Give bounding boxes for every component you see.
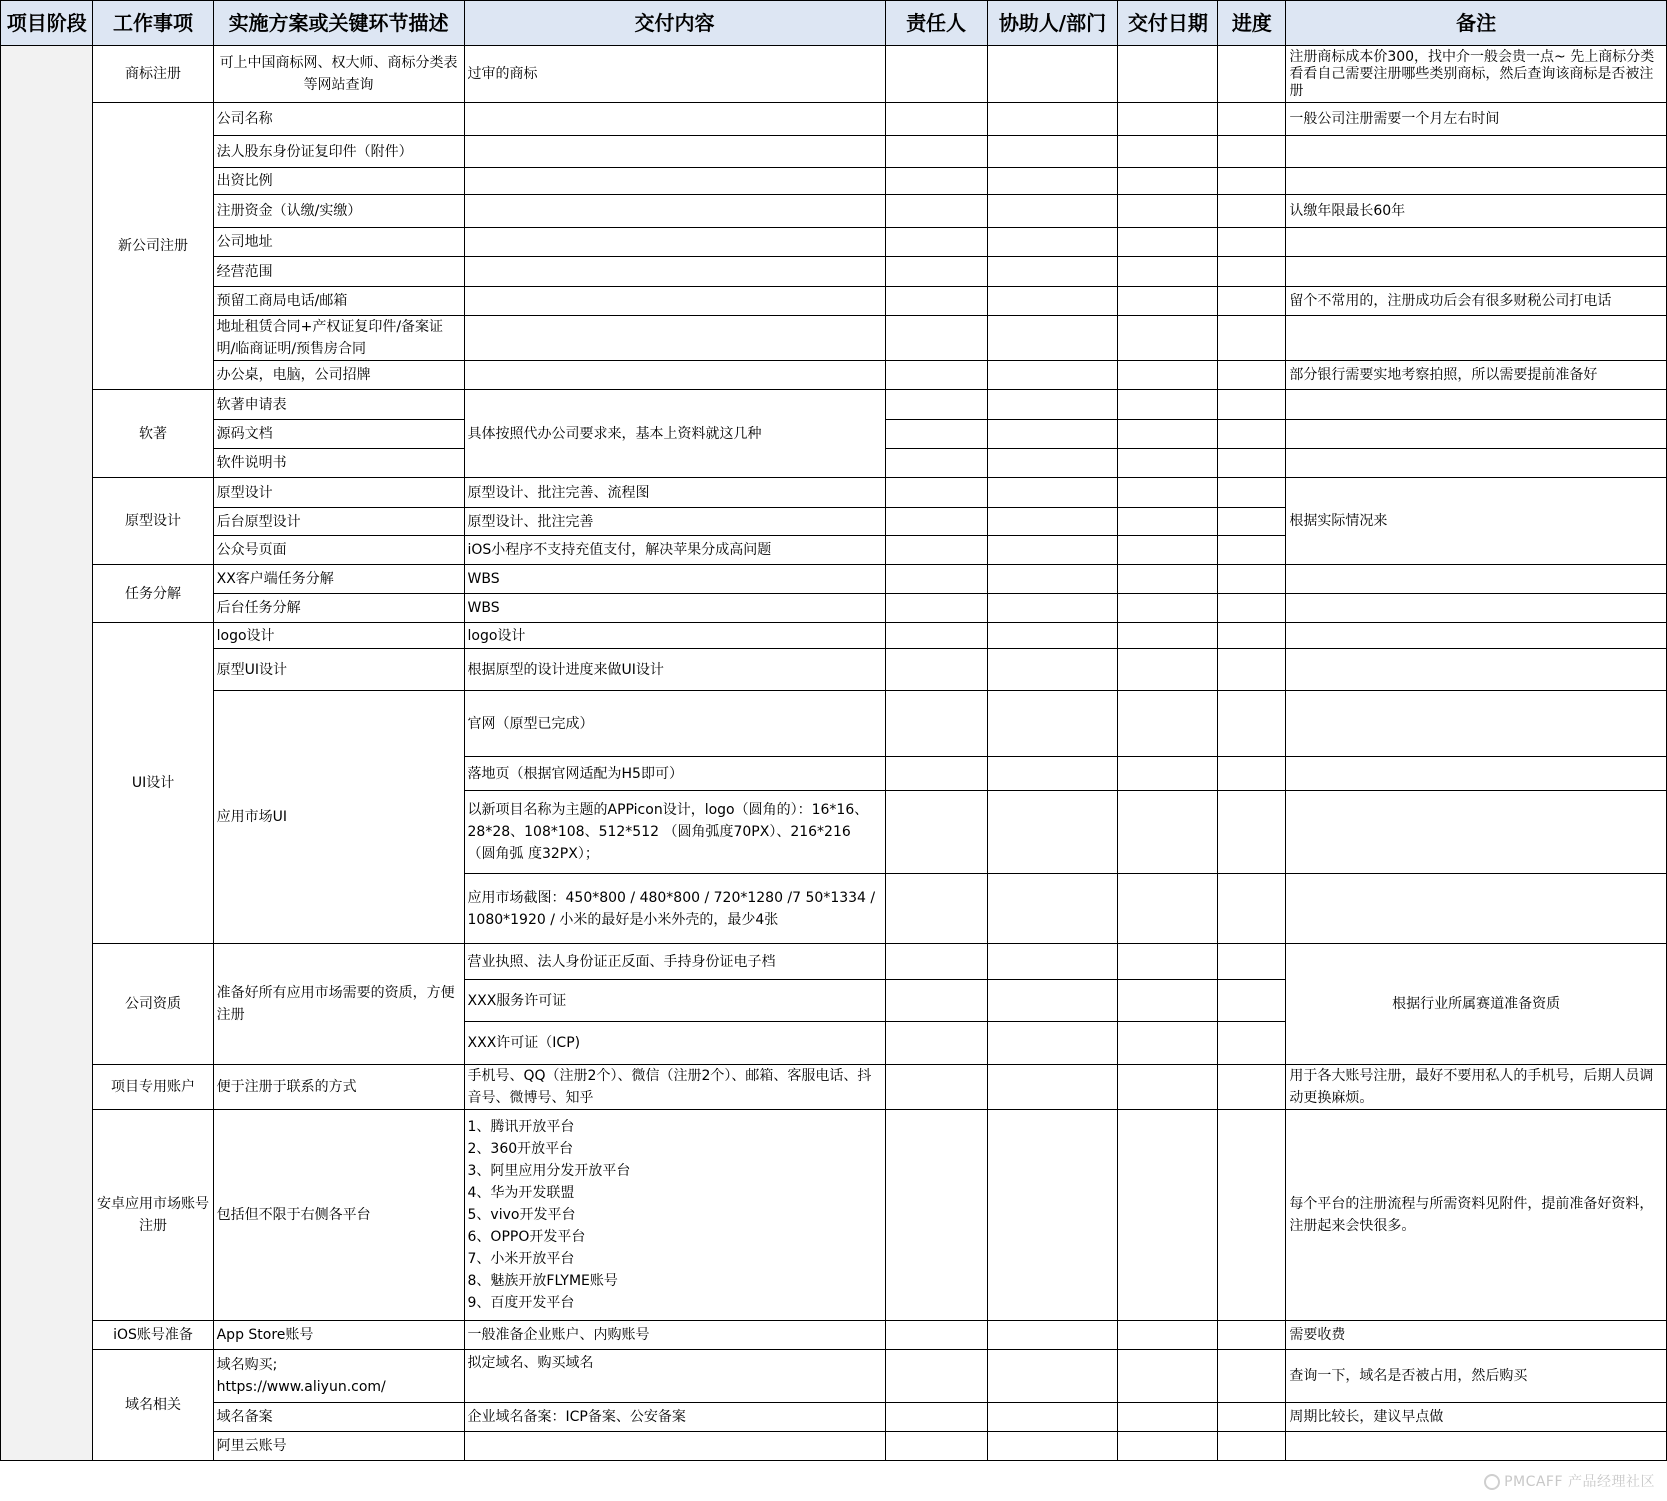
table-row — [1, 1350, 1667, 1403]
progress-cell[interactable] — [1218, 420, 1286, 449]
table-row — [1, 1065, 1667, 1110]
date-cell[interactable] — [1118, 536, 1218, 565]
table-row — [1, 168, 1667, 195]
assistant-cell[interactable] — [987, 257, 1118, 287]
desc-cell[interactable]: 注册资金（认缴/实缴） — [213, 195, 464, 228]
deliverable-cell[interactable]: 一般准备企业账户、内购账号 — [464, 1321, 885, 1350]
domain-link[interactable]: https://www.aliyun.com/ — [216, 1379, 386, 1395]
watermark-text: PMCAFF 产品经理社区 — [1504, 1474, 1655, 1490]
progress-cell[interactable] — [1218, 623, 1286, 649]
progress-cell[interactable] — [1218, 874, 1286, 944]
deliverable-cell[interactable]: logo设计 — [464, 623, 885, 649]
assistant-cell[interactable] — [987, 691, 1118, 757]
table-row — [1, 594, 1667, 623]
owner-cell[interactable] — [885, 791, 987, 874]
note-cell[interactable] — [1286, 449, 1667, 478]
note-cell[interactable] — [1286, 649, 1667, 691]
desc-cell[interactable]: XX客户端任务分解 — [213, 565, 464, 594]
table-row — [1, 1432, 1667, 1461]
assistant-cell[interactable] — [987, 874, 1118, 944]
date-cell[interactable] — [1118, 980, 1218, 1022]
progress-cell[interactable] — [1218, 980, 1286, 1022]
table-row — [1, 316, 1667, 361]
desc-cell[interactable]: 原型设计 — [213, 478, 464, 508]
deliverable-cell[interactable] — [464, 1432, 885, 1461]
deliverable-cell[interactable] — [464, 1110, 885, 1321]
note-cell[interactable] — [1286, 791, 1667, 874]
item-cell[interactable]: iOS账号准备 — [93, 1321, 213, 1350]
note-cell[interactable] — [1286, 594, 1667, 623]
desc-cell[interactable]: 地址租赁合同+产权证复印件/备案证明/临商证明/预售房合同 — [213, 316, 464, 361]
deliverable-cell[interactable]: 企业域名备案：ICP备案、公安备案 — [464, 1403, 885, 1432]
date-cell[interactable] — [1118, 623, 1218, 649]
owner-cell[interactable] — [885, 623, 987, 649]
desc-cell[interactable]: 可上中国商标网、权大师、商标分类表等网站查询 — [213, 46, 464, 103]
date-cell[interactable] — [1118, 287, 1218, 316]
owner-cell[interactable] — [885, 980, 987, 1022]
owner-cell[interactable] — [885, 874, 987, 944]
desc-cell[interactable]: 公司地址 — [213, 228, 464, 257]
note-cell[interactable] — [1286, 874, 1667, 944]
owner-cell[interactable] — [885, 1432, 987, 1461]
date-cell[interactable] — [1118, 594, 1218, 623]
owner-cell[interactable] — [885, 1022, 987, 1065]
deliverable-cell[interactable]: XXX许可证（ICP) — [464, 1022, 885, 1065]
desc-cell[interactable]: 域名备案 — [213, 1403, 464, 1432]
platform-item: 8、魅族开放FLYME账号 — [467, 1273, 618, 1289]
date-cell[interactable] — [1118, 1432, 1218, 1461]
desc-cell[interactable]: 应用市场UI — [213, 691, 464, 944]
table-row — [1, 361, 1667, 390]
assistant-cell[interactable] — [987, 1432, 1118, 1461]
progress-cell[interactable] — [1218, 103, 1286, 136]
header-date[interactable]: 交付日期 — [1118, 1, 1218, 46]
date-cell[interactable] — [1118, 508, 1218, 536]
owner-cell[interactable] — [885, 1321, 987, 1350]
platform-item: 3、阿里应用分发开放平台 — [467, 1163, 631, 1179]
owner-cell[interactable] — [885, 287, 987, 316]
desc-cell[interactable]: 公司名称 — [213, 103, 464, 136]
deliverable-cell[interactable] — [464, 136, 885, 168]
table-row — [1, 478, 1667, 508]
progress-cell[interactable] — [1218, 316, 1286, 361]
assistant-cell[interactable] — [987, 508, 1118, 536]
owner-cell[interactable] — [885, 508, 987, 536]
progress-cell[interactable] — [1218, 136, 1286, 168]
date-cell[interactable] — [1118, 168, 1218, 195]
item-cell[interactable]: 原型设计 — [93, 478, 213, 565]
assistant-cell[interactable] — [987, 536, 1118, 565]
platform-item: 4、华为开发联盟 — [467, 1185, 575, 1201]
platform-item: 2、360开放平台 — [467, 1141, 574, 1157]
deliverable-cell[interactable] — [464, 287, 885, 316]
header-deliverable[interactable]: 交付内容 — [464, 1, 885, 46]
assistant-cell[interactable] — [987, 287, 1118, 316]
item-cell[interactable]: 任务分解 — [93, 565, 213, 623]
date-cell[interactable] — [1118, 1110, 1218, 1321]
progress-cell[interactable] — [1218, 565, 1286, 594]
date-cell[interactable] — [1118, 757, 1218, 791]
header-assistant[interactable]: 协助人/部门 — [987, 1, 1118, 46]
owner-cell[interactable] — [885, 1065, 987, 1110]
assistant-cell[interactable] — [987, 228, 1118, 257]
date-cell[interactable] — [1118, 478, 1218, 508]
progress-cell[interactable] — [1218, 168, 1286, 195]
assistant-cell[interactable] — [987, 757, 1118, 791]
owner-cell[interactable] — [885, 103, 987, 136]
note-cell[interactable] — [1286, 316, 1667, 361]
progress-cell[interactable] — [1218, 536, 1286, 565]
assistant-cell[interactable] — [987, 316, 1118, 361]
note-cell[interactable]: 部分银行需要实地考察拍照，所以需要提前准备好 — [1286, 361, 1667, 390]
owner-cell[interactable] — [885, 46, 987, 103]
deliverable-cell[interactable] — [464, 168, 885, 195]
owner-cell[interactable] — [885, 420, 987, 449]
date-cell[interactable] — [1118, 565, 1218, 594]
pmcaff-logo-icon — [1484, 1474, 1500, 1490]
desc-cell[interactable]: 后台任务分解 — [213, 594, 464, 623]
assistant-cell[interactable] — [987, 136, 1118, 168]
progress-cell[interactable] — [1218, 195, 1286, 228]
platform-item: 5、vivo开发平台 — [467, 1207, 576, 1223]
assistant-cell[interactable] — [987, 944, 1118, 980]
note-cell[interactable] — [1286, 757, 1667, 791]
note-cell[interactable] — [1286, 228, 1667, 257]
deliverable-cell[interactable]: 落地页（根据官网适配为H5即可） — [464, 757, 885, 791]
desc-cell[interactable]: 阿里云账号 — [213, 1432, 464, 1461]
assistant-cell[interactable] — [987, 1065, 1118, 1110]
note-cell[interactable]: 每个平台的注册流程与所需资料见附件，提前准备好资料，注册起来会快很多。 — [1286, 1110, 1667, 1321]
desc-cell[interactable]: logo设计 — [213, 623, 464, 649]
item-cell[interactable]: 新公司注册 — [93, 103, 213, 390]
desc-cell[interactable]: 软件说明书 — [213, 449, 464, 478]
date-cell[interactable] — [1118, 1350, 1218, 1403]
item-cell[interactable]: UI设计 — [93, 623, 213, 944]
desc-cell[interactable]: 原型UI设计 — [213, 649, 464, 691]
owner-cell[interactable] — [885, 944, 987, 980]
deliverable-cell[interactable]: XXX服务许可证 — [464, 980, 885, 1022]
deliverable-cell[interactable]: 拟定域名、购买域名 — [464, 1350, 885, 1403]
table-row — [1, 136, 1667, 168]
progress-cell[interactable] — [1218, 1110, 1286, 1321]
note-cell[interactable] — [1286, 257, 1667, 287]
owner-cell[interactable] — [885, 691, 987, 757]
deliverable-cell[interactable]: 原型设计、批注完善、流程图 — [464, 478, 885, 508]
assistant-cell[interactable] — [987, 195, 1118, 228]
desc-cell[interactable]: 后台原型设计 — [213, 508, 464, 536]
desc-cell[interactable]: 源码文档 — [213, 420, 464, 449]
table-row — [1, 390, 1667, 420]
note-cell[interactable]: 需要收费 — [1286, 1321, 1667, 1350]
progress-cell[interactable] — [1218, 228, 1286, 257]
progress-cell[interactable] — [1218, 791, 1286, 874]
progress-cell[interactable] — [1218, 1350, 1286, 1403]
assistant-cell[interactable] — [987, 791, 1118, 874]
header-item[interactable]: 工作事项 — [93, 1, 213, 46]
table-row — [1, 944, 1667, 980]
date-cell[interactable] — [1118, 691, 1218, 757]
progress-cell[interactable] — [1218, 594, 1286, 623]
note-cell[interactable]: 用于各大账号注册，最好不要用私人的手机号，后期人员调动更换麻烦。 — [1286, 1065, 1667, 1110]
deliverable-cell[interactable]: 具体按照代办公司要求来，基本上资料就这几种 — [464, 390, 885, 478]
date-cell[interactable] — [1118, 449, 1218, 478]
table-row — [1, 691, 1667, 757]
table-row — [1, 1321, 1667, 1350]
assistant-cell[interactable] — [987, 1403, 1118, 1432]
desc-cell[interactable]: 法人股东身份证复印件（附件） — [213, 136, 464, 168]
item-cell[interactable]: 公司资质 — [93, 944, 213, 1065]
watermark — [1484, 1471, 1655, 1491]
deliverable-cell[interactable]: WBS — [464, 594, 885, 623]
header-description[interactable]: 实施方案或关键环节描述 — [213, 1, 464, 46]
assistant-cell[interactable] — [987, 1350, 1118, 1403]
date-cell[interactable] — [1118, 1403, 1218, 1432]
table-row — [1, 195, 1667, 228]
table-row — [1, 649, 1667, 691]
deliverable-cell[interactable]: iOS小程序不支持充值支付，解决苹果分成高问题 — [464, 536, 885, 565]
owner-cell[interactable] — [885, 594, 987, 623]
progress-cell[interactable] — [1218, 46, 1286, 103]
assistant-cell[interactable] — [987, 623, 1118, 649]
note-cell[interactable]: 认缴年限最长60年 — [1286, 195, 1667, 228]
desc-cell[interactable]: 办公桌，电脑，公司招牌 — [213, 361, 464, 390]
progress-cell[interactable] — [1218, 757, 1286, 791]
table-row — [1, 1110, 1667, 1321]
assistant-cell[interactable] — [987, 478, 1118, 508]
progress-cell[interactable] — [1218, 361, 1286, 390]
date-cell[interactable] — [1118, 361, 1218, 390]
date-cell[interactable] — [1118, 874, 1218, 944]
owner-cell[interactable] — [885, 649, 987, 691]
header-owner[interactable]: 责任人 — [885, 1, 987, 46]
date-cell[interactable] — [1118, 136, 1218, 168]
date-cell[interactable] — [1118, 195, 1218, 228]
owner-cell[interactable] — [885, 361, 987, 390]
assistant-cell[interactable] — [987, 103, 1118, 136]
owner-cell[interactable] — [885, 1110, 987, 1321]
item-cell[interactable]: 域名相关 — [93, 1350, 213, 1461]
date-cell[interactable] — [1118, 390, 1218, 420]
deliverable-cell[interactable]: 原型设计、批注完善 — [464, 508, 885, 536]
item-cell[interactable]: 软著 — [93, 390, 213, 478]
deliverable-cell[interactable]: 以新项目名称为主题的APPicon设计，logo（圆角的）：16*16、28*28、108*108、512*512 （圆角弧度70PX）、216*216 （圆角弧 度32PX）； — [464, 791, 885, 874]
deliverable-cell[interactable] — [464, 228, 885, 257]
header-stage[interactable]: 项目阶段 — [1, 1, 93, 46]
deliverable-cell[interactable]: 根据原型的设计进度来做UI设计 — [464, 649, 885, 691]
owner-cell[interactable] — [885, 1403, 987, 1432]
note-cell[interactable]: 一般公司注册需要一个月左右时间 — [1286, 103, 1667, 136]
header-row — [1, 1, 1667, 46]
assistant-cell[interactable] — [987, 649, 1118, 691]
note-cell[interactable]: 留个不常用的，注册成功后会有很多财税公司打电话 — [1286, 287, 1667, 316]
progress-cell[interactable] — [1218, 1432, 1286, 1461]
desc-cell[interactable]: 软著申请表 — [213, 390, 464, 420]
header-notes[interactable]: 备注 — [1286, 1, 1667, 46]
note-cell[interactable] — [1286, 390, 1667, 420]
owner-cell[interactable] — [885, 195, 987, 228]
owner-cell[interactable] — [885, 536, 987, 565]
progress-cell[interactable] — [1218, 257, 1286, 287]
progress-cell[interactable] — [1218, 508, 1286, 536]
desc-cell[interactable]: 便于注册于联系的方式 — [213, 1065, 464, 1110]
note-cell[interactable] — [1286, 565, 1667, 594]
date-cell[interactable] — [1118, 103, 1218, 136]
progress-cell[interactable] — [1218, 691, 1286, 757]
table-row — [1, 103, 1667, 136]
assistant-cell[interactable] — [987, 1022, 1118, 1065]
owner-cell[interactable] — [885, 168, 987, 195]
owner-cell[interactable] — [885, 390, 987, 420]
progress-cell[interactable] — [1218, 390, 1286, 420]
assistant-cell[interactable] — [987, 168, 1118, 195]
date-cell[interactable] — [1118, 228, 1218, 257]
desc-cell[interactable]: 包括但不限于右侧各平台 — [213, 1110, 464, 1321]
deliverable-cell[interactable] — [464, 361, 885, 390]
platform-item: 6、OPPO开发平台 — [467, 1229, 586, 1245]
platform-item: 1、腾讯开放平台 — [467, 1119, 575, 1135]
deliverable-cell[interactable] — [464, 103, 885, 136]
deliverable-cell[interactable]: 过审的商标 — [464, 46, 885, 103]
table-row — [1, 623, 1667, 649]
note-cell[interactable]: 注册商标成本价300，找中介一般会贵一点~ 先上商标分类看看自己需要注册哪些类别商标，然后查询该商标是否被注册 — [1286, 46, 1667, 103]
desc-cell[interactable] — [213, 1350, 464, 1403]
table-row — [1, 257, 1667, 287]
note-cell[interactable] — [1286, 691, 1667, 757]
header-progress[interactable]: 进度 — [1218, 1, 1286, 46]
table-row — [1, 46, 1667, 103]
progress-cell[interactable] — [1218, 649, 1286, 691]
table-row — [1, 287, 1667, 316]
owner-cell[interactable] — [885, 478, 987, 508]
assistant-cell[interactable] — [987, 1110, 1118, 1321]
item-cell[interactable]: 安卓应用市场账号注册 — [93, 1110, 213, 1321]
note-cell[interactable] — [1286, 1432, 1667, 1461]
assistant-cell[interactable] — [987, 46, 1118, 103]
assistant-cell[interactable] — [987, 1321, 1118, 1350]
owner-cell[interactable] — [885, 228, 987, 257]
date-cell[interactable] — [1118, 791, 1218, 874]
desc-line: 域名购买; — [216, 1357, 278, 1373]
assistant-cell[interactable] — [987, 420, 1118, 449]
table-row — [1, 228, 1667, 257]
date-cell[interactable] — [1118, 46, 1218, 103]
date-cell[interactable] — [1118, 1065, 1218, 1110]
desc-cell[interactable]: 经营范围 — [213, 257, 464, 287]
owner-cell[interactable] — [885, 316, 987, 361]
note-cell[interactable] — [1286, 136, 1667, 168]
progress-cell[interactable] — [1218, 1321, 1286, 1350]
owner-cell[interactable] — [885, 1350, 987, 1403]
note-cell[interactable]: 根据实际情况来 — [1286, 478, 1667, 565]
deliverable-cell[interactable] — [464, 316, 885, 361]
date-cell[interactable] — [1118, 257, 1218, 287]
assistant-cell[interactable] — [987, 980, 1118, 1022]
note-cell[interactable] — [1286, 623, 1667, 649]
deliverable-cell[interactable]: 营业执照、法人身份证正反面、手持身份证电子档 — [464, 944, 885, 980]
progress-cell[interactable] — [1218, 1022, 1286, 1065]
assistant-cell[interactable] — [987, 361, 1118, 390]
note-cell[interactable]: 根据行业所属赛道准备资质 — [1286, 944, 1667, 1065]
owner-cell[interactable] — [885, 449, 987, 478]
owner-cell[interactable] — [885, 565, 987, 594]
progress-cell[interactable] — [1218, 287, 1286, 316]
assistant-cell[interactable] — [987, 594, 1118, 623]
table-row — [1, 1403, 1667, 1432]
date-cell[interactable] — [1118, 316, 1218, 361]
item-cell[interactable]: 商标注册 — [93, 46, 213, 103]
platform-item: 7、小米开放平台 — [467, 1251, 575, 1267]
owner-cell[interactable] — [885, 136, 987, 168]
deliverable-cell[interactable] — [464, 195, 885, 228]
deliverable-cell[interactable] — [464, 257, 885, 287]
deliverable-cell[interactable]: 官网（原型已完成） — [464, 691, 885, 757]
note-cell[interactable] — [1286, 168, 1667, 195]
item-cell[interactable]: 项目专用账户 — [93, 1065, 213, 1110]
note-cell[interactable] — [1286, 420, 1667, 449]
progress-cell[interactable] — [1218, 478, 1286, 508]
deliverable-cell[interactable]: 应用市场截图：450*800 / 480*800 / 720*1280 /7 50*1334 / 1080*1920 / 小米的最好是小米外壳的，最少4张 — [464, 874, 885, 944]
note-cell[interactable]: 周期比较长，建议早点做 — [1286, 1403, 1667, 1432]
progress-cell[interactable] — [1218, 1065, 1286, 1110]
progress-cell[interactable] — [1218, 944, 1286, 980]
owner-cell[interactable] — [885, 257, 987, 287]
desc-cell[interactable]: 准备好所有应用市场需要的资质，方便注册 — [213, 944, 464, 1065]
deliverable-cell[interactable]: WBS — [464, 565, 885, 594]
table-row — [1, 565, 1667, 594]
date-cell[interactable] — [1118, 649, 1218, 691]
assistant-cell[interactable] — [987, 449, 1118, 478]
desc-cell[interactable]: 公众号页面 — [213, 536, 464, 565]
date-cell[interactable] — [1118, 1321, 1218, 1350]
date-cell[interactable] — [1118, 1022, 1218, 1065]
deliverable-cell[interactable]: 手机号、QQ（注册2个）、微信（注册2个）、邮箱、客服电话、抖音号、微博号、知乎 — [464, 1065, 885, 1110]
assistant-cell[interactable] — [987, 390, 1118, 420]
progress-cell[interactable] — [1218, 1403, 1286, 1432]
owner-cell[interactable] — [885, 757, 987, 791]
platform-item: 9、百度开发平台 — [467, 1295, 575, 1311]
desc-cell[interactable]: 预留工商局电话/邮箱 — [213, 287, 464, 316]
desc-cell[interactable]: 出资比例 — [213, 168, 464, 195]
assistant-cell[interactable] — [987, 565, 1118, 594]
stage-cell[interactable] — [1, 46, 93, 1461]
progress-cell[interactable] — [1218, 449, 1286, 478]
desc-cell[interactable]: App Store账号 — [213, 1321, 464, 1350]
date-cell[interactable] — [1118, 944, 1218, 980]
note-cell[interactable]: 查询一下，域名是否被占用，然后购买 — [1286, 1350, 1667, 1403]
date-cell[interactable] — [1118, 420, 1218, 449]
